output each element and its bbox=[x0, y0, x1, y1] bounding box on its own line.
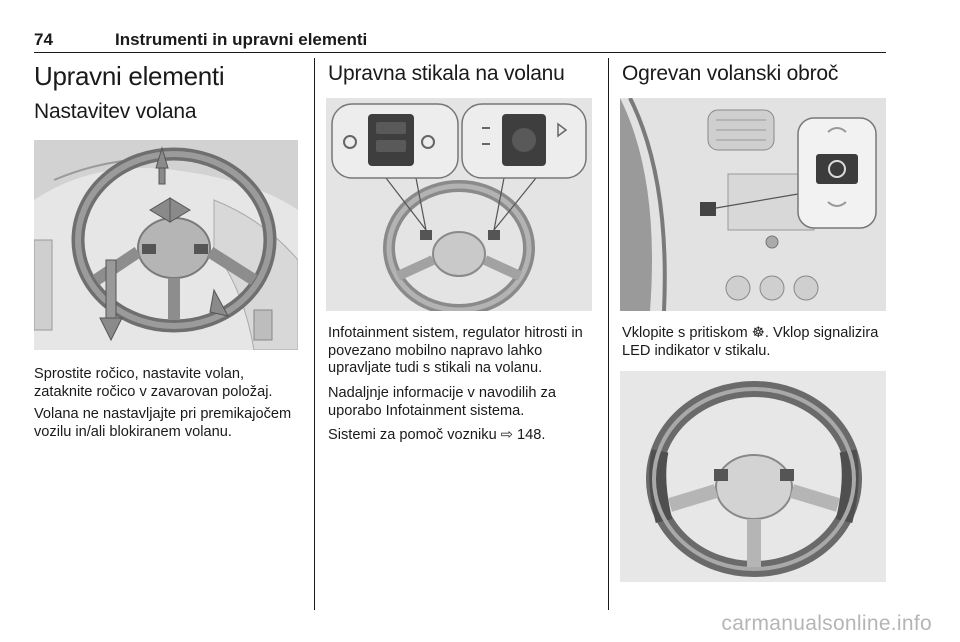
steering-adjust-illustration bbox=[34, 140, 298, 350]
section-title: Ogrevan volanski obroč bbox=[622, 62, 839, 85]
watermark: carmanualsonline.info bbox=[721, 612, 932, 635]
heated-switch-illustration bbox=[620, 98, 886, 311]
section-title: Upravni elementi bbox=[34, 61, 225, 91]
column-steering-adjust bbox=[34, 60, 302, 126]
paragraph: Sprostite ročico, nastavite volan, zataknite ročico v zavarovan položaj. bbox=[34, 366, 273, 400]
paragraph: Sistemi za pomoč vozniku ⇨ 148. bbox=[328, 427, 546, 443]
heated-steering-wheel-illustration bbox=[620, 371, 886, 582]
paragraph: Vklopite s pritiskom ☸. Vklop signalizira LED indikator v stikalu. bbox=[622, 325, 879, 359]
paragraph: Nadaljnje informacije v navodilih za uporabo Infotainment sistema. bbox=[328, 385, 556, 419]
section-title: Upravna stikala na volanu bbox=[328, 62, 565, 85]
subsection-title: Nastavitev volana bbox=[34, 100, 197, 123]
steering-controls-illustration bbox=[326, 98, 592, 311]
page-number: 74 bbox=[34, 30, 53, 49]
paragraph: Infotainment sistem, regulator hitrosti in povezano mobilno napravo lahko upravljate tudi s stikali na volanu. bbox=[328, 325, 583, 376]
column-heated-steering-wheel bbox=[622, 60, 886, 88]
column-steering-controls bbox=[328, 60, 596, 88]
column-divider bbox=[608, 58, 609, 610]
paragraph: Volana ne nastavljajte pri premikajočem vozilu in/ali blokiranem volanu. bbox=[34, 406, 292, 440]
column-divider bbox=[314, 58, 315, 610]
page-header bbox=[34, 30, 886, 53]
running-title: Instrumenti in upravni elementi bbox=[115, 30, 368, 49]
